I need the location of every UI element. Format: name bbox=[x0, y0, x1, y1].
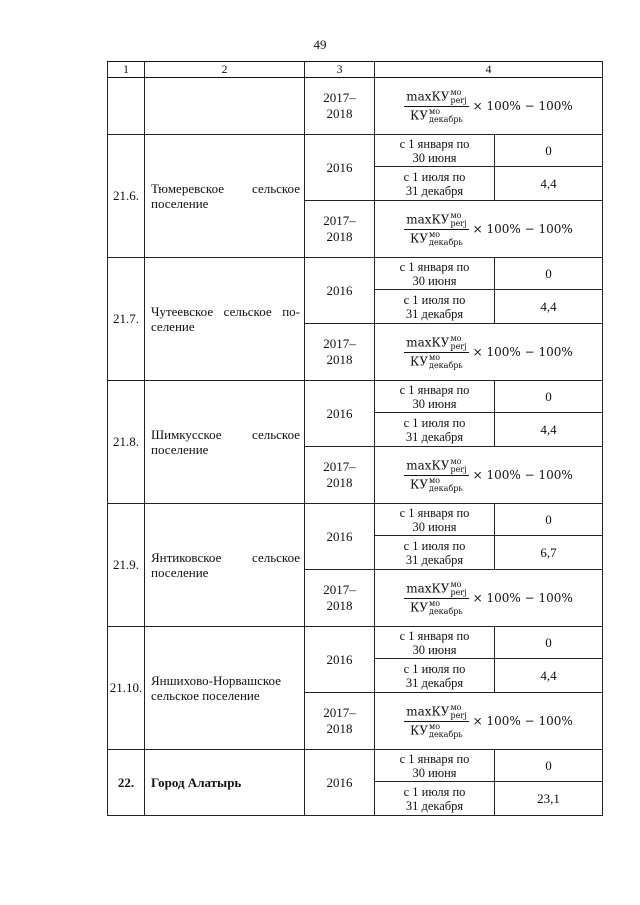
settlement-name: Яншихово-Норвашское сельское поселение bbox=[145, 627, 305, 750]
year-cell: 2016 bbox=[305, 627, 375, 693]
year-cell: 2016 bbox=[305, 750, 375, 816]
period-cell bbox=[375, 381, 495, 413]
period-line: 30 июня bbox=[412, 396, 457, 411]
item-number: 21.7. bbox=[108, 258, 145, 381]
period-line: с 1 июля по bbox=[403, 538, 466, 553]
year-cell: 2016 bbox=[305, 258, 375, 324]
year-line-2: 2018 bbox=[326, 106, 353, 121]
formula-tail: × 100% − 100% bbox=[472, 222, 573, 236]
growth-formula bbox=[375, 335, 602, 370]
formula-numerator: maxКУ мо perj bbox=[406, 702, 467, 720]
period-line: с 1 июля по bbox=[403, 415, 466, 430]
settlement-name: Тюмеревское сельское поселение bbox=[145, 135, 305, 258]
formula-numerator: maxКУ мо perj bbox=[406, 210, 467, 228]
period-line: 31 декабря bbox=[405, 183, 464, 198]
value-cell: 0 bbox=[495, 135, 603, 167]
year-line-2: 2018 bbox=[326, 352, 353, 367]
formula-numerator: maxКУ мо perj bbox=[406, 579, 467, 597]
period-line: с 1 июля по bbox=[403, 661, 466, 676]
header-col-4: 4 bbox=[375, 62, 603, 78]
formula-cell bbox=[375, 570, 603, 627]
settlement-name: Город Алатырь bbox=[145, 750, 305, 816]
value-cell: 0 bbox=[495, 750, 603, 782]
formula-denominator: КУ мо декабрь bbox=[410, 475, 463, 493]
period-cell bbox=[375, 135, 495, 167]
period-line: с 1 января по bbox=[399, 382, 470, 397]
header-col-3: 3 bbox=[305, 62, 375, 78]
value-cell: 4,4 bbox=[495, 167, 603, 201]
item-number: 21.10. bbox=[108, 627, 145, 750]
year-line-2: 2018 bbox=[326, 598, 353, 613]
year-cell bbox=[305, 693, 375, 750]
period-line: 31 декабря bbox=[405, 306, 464, 321]
formula-numerator: maxКУ мо perj bbox=[406, 333, 467, 351]
value-cell: 23,1 bbox=[495, 782, 603, 816]
period-cell bbox=[375, 750, 495, 782]
value-cell: 4,4 bbox=[495, 290, 603, 324]
year-line-1: 2017– bbox=[323, 459, 356, 474]
period-cell bbox=[375, 504, 495, 536]
item-number: 21.8. bbox=[108, 381, 145, 504]
period-line: 30 июня bbox=[412, 273, 457, 288]
value-cell: 4,4 bbox=[495, 413, 603, 447]
year-cell bbox=[305, 570, 375, 627]
period-line: с 1 января по bbox=[399, 628, 470, 643]
year-line-1: 2017– bbox=[323, 705, 356, 720]
growth-formula bbox=[375, 704, 602, 739]
year-line-2: 2018 bbox=[326, 721, 353, 736]
year-cell: 2016 bbox=[305, 381, 375, 447]
formula-fraction bbox=[404, 89, 468, 124]
continued-row bbox=[108, 78, 603, 135]
formula-tail: × 100% − 100% bbox=[472, 99, 573, 113]
period-line: с 1 января по bbox=[399, 136, 470, 151]
table-row bbox=[108, 750, 603, 782]
formula-denominator: КУ мо декабрь bbox=[410, 721, 463, 739]
formula-cell bbox=[375, 693, 603, 750]
year-cell bbox=[305, 324, 375, 381]
formula-numerator: maxКУ мо perj bbox=[406, 456, 467, 474]
item-number: 21.6. bbox=[108, 135, 145, 258]
period-cell bbox=[375, 167, 495, 201]
table-row bbox=[108, 504, 603, 536]
period-line: 30 июня bbox=[412, 642, 457, 657]
formula-cell bbox=[375, 447, 603, 504]
settlement-name: Янтиковское сельское поселение bbox=[145, 504, 305, 627]
growth-formula bbox=[375, 581, 602, 616]
period-line: с 1 июля по bbox=[403, 784, 466, 799]
period-line: 30 июня bbox=[412, 519, 457, 534]
year-cell bbox=[305, 447, 375, 504]
period-cell bbox=[375, 413, 495, 447]
year-cell: 2016 bbox=[305, 504, 375, 570]
formula-numerator: maxКУ мо perj bbox=[406, 87, 467, 105]
period-line: 31 декабря bbox=[405, 552, 464, 567]
year-line-1: 2017– bbox=[323, 582, 356, 597]
period-line: 30 июня bbox=[412, 765, 457, 780]
value-cell: 0 bbox=[495, 504, 603, 536]
period-line: 31 декабря bbox=[405, 429, 464, 444]
period-cell bbox=[375, 782, 495, 816]
period-cell bbox=[375, 659, 495, 693]
year-line-1: 2017– bbox=[323, 213, 356, 228]
value-cell: 6,7 bbox=[495, 536, 603, 570]
tariff-table bbox=[107, 61, 603, 816]
growth-formula bbox=[375, 458, 602, 493]
formula-denominator: КУ мо декабрь bbox=[410, 598, 463, 616]
settlement-name: Чутеевское сельское по-селение bbox=[145, 258, 305, 381]
period-line: с 1 июля по bbox=[403, 169, 466, 184]
item-number: 21.9. bbox=[108, 504, 145, 627]
settlement-name: Шимкусское сельское поселение bbox=[145, 381, 305, 504]
year-line-1: 2017– bbox=[323, 90, 356, 105]
formula-cell bbox=[375, 201, 603, 258]
value-cell: 4,4 bbox=[495, 659, 603, 693]
continued-num-cell bbox=[108, 78, 145, 135]
year-line-1: 2017– bbox=[323, 336, 356, 351]
period-line: с 1 июля по bbox=[403, 292, 466, 307]
period-cell bbox=[375, 290, 495, 324]
period-line: с 1 января по bbox=[399, 751, 470, 766]
value-cell: 0 bbox=[495, 381, 603, 413]
table-row bbox=[108, 135, 603, 167]
formula-fraction bbox=[404, 704, 468, 739]
year-cell bbox=[305, 201, 375, 258]
period-line: 31 декабря bbox=[405, 675, 464, 690]
page-number: 49 bbox=[313, 37, 327, 52]
year-line-2: 2018 bbox=[326, 229, 353, 244]
formula-cell bbox=[375, 324, 603, 381]
growth-formula bbox=[375, 212, 602, 247]
year-cell bbox=[305, 78, 375, 135]
formula-fraction bbox=[404, 458, 468, 493]
period-line: 30 июня bbox=[412, 150, 457, 165]
header-col-2: 2 bbox=[145, 62, 305, 78]
formula-fraction bbox=[404, 581, 468, 616]
formula-denominator: КУ мо декабрь bbox=[410, 352, 463, 370]
continued-name-cell bbox=[145, 78, 305, 135]
header-row bbox=[108, 62, 603, 78]
formula-tail: × 100% − 100% bbox=[472, 714, 573, 728]
year-line-2: 2018 bbox=[326, 475, 353, 490]
table-row bbox=[108, 258, 603, 290]
period-cell bbox=[375, 258, 495, 290]
item-number: 22. bbox=[108, 750, 145, 816]
formula-fraction bbox=[404, 212, 468, 247]
table-row bbox=[108, 381, 603, 413]
period-cell bbox=[375, 627, 495, 659]
period-line: 31 декабря bbox=[405, 798, 464, 813]
value-cell: 0 bbox=[495, 258, 603, 290]
formula-tail: × 100% − 100% bbox=[472, 468, 573, 482]
growth-formula bbox=[375, 89, 602, 124]
period-line: с 1 января по bbox=[399, 505, 470, 520]
formula-fraction bbox=[404, 335, 468, 370]
formula-tail: × 100% − 100% bbox=[472, 345, 573, 359]
table-row bbox=[108, 627, 603, 659]
period-line: с 1 января по bbox=[399, 259, 470, 274]
value-cell: 0 bbox=[495, 627, 603, 659]
year-cell: 2016 bbox=[305, 135, 375, 201]
header-col-1: 1 bbox=[108, 62, 145, 78]
formula-cell bbox=[375, 78, 603, 135]
period-cell bbox=[375, 536, 495, 570]
formula-denominator: КУ мо декабрь bbox=[410, 106, 463, 124]
formula-denominator: КУ мо декабрь bbox=[410, 229, 463, 247]
formula-tail: × 100% − 100% bbox=[472, 591, 573, 605]
